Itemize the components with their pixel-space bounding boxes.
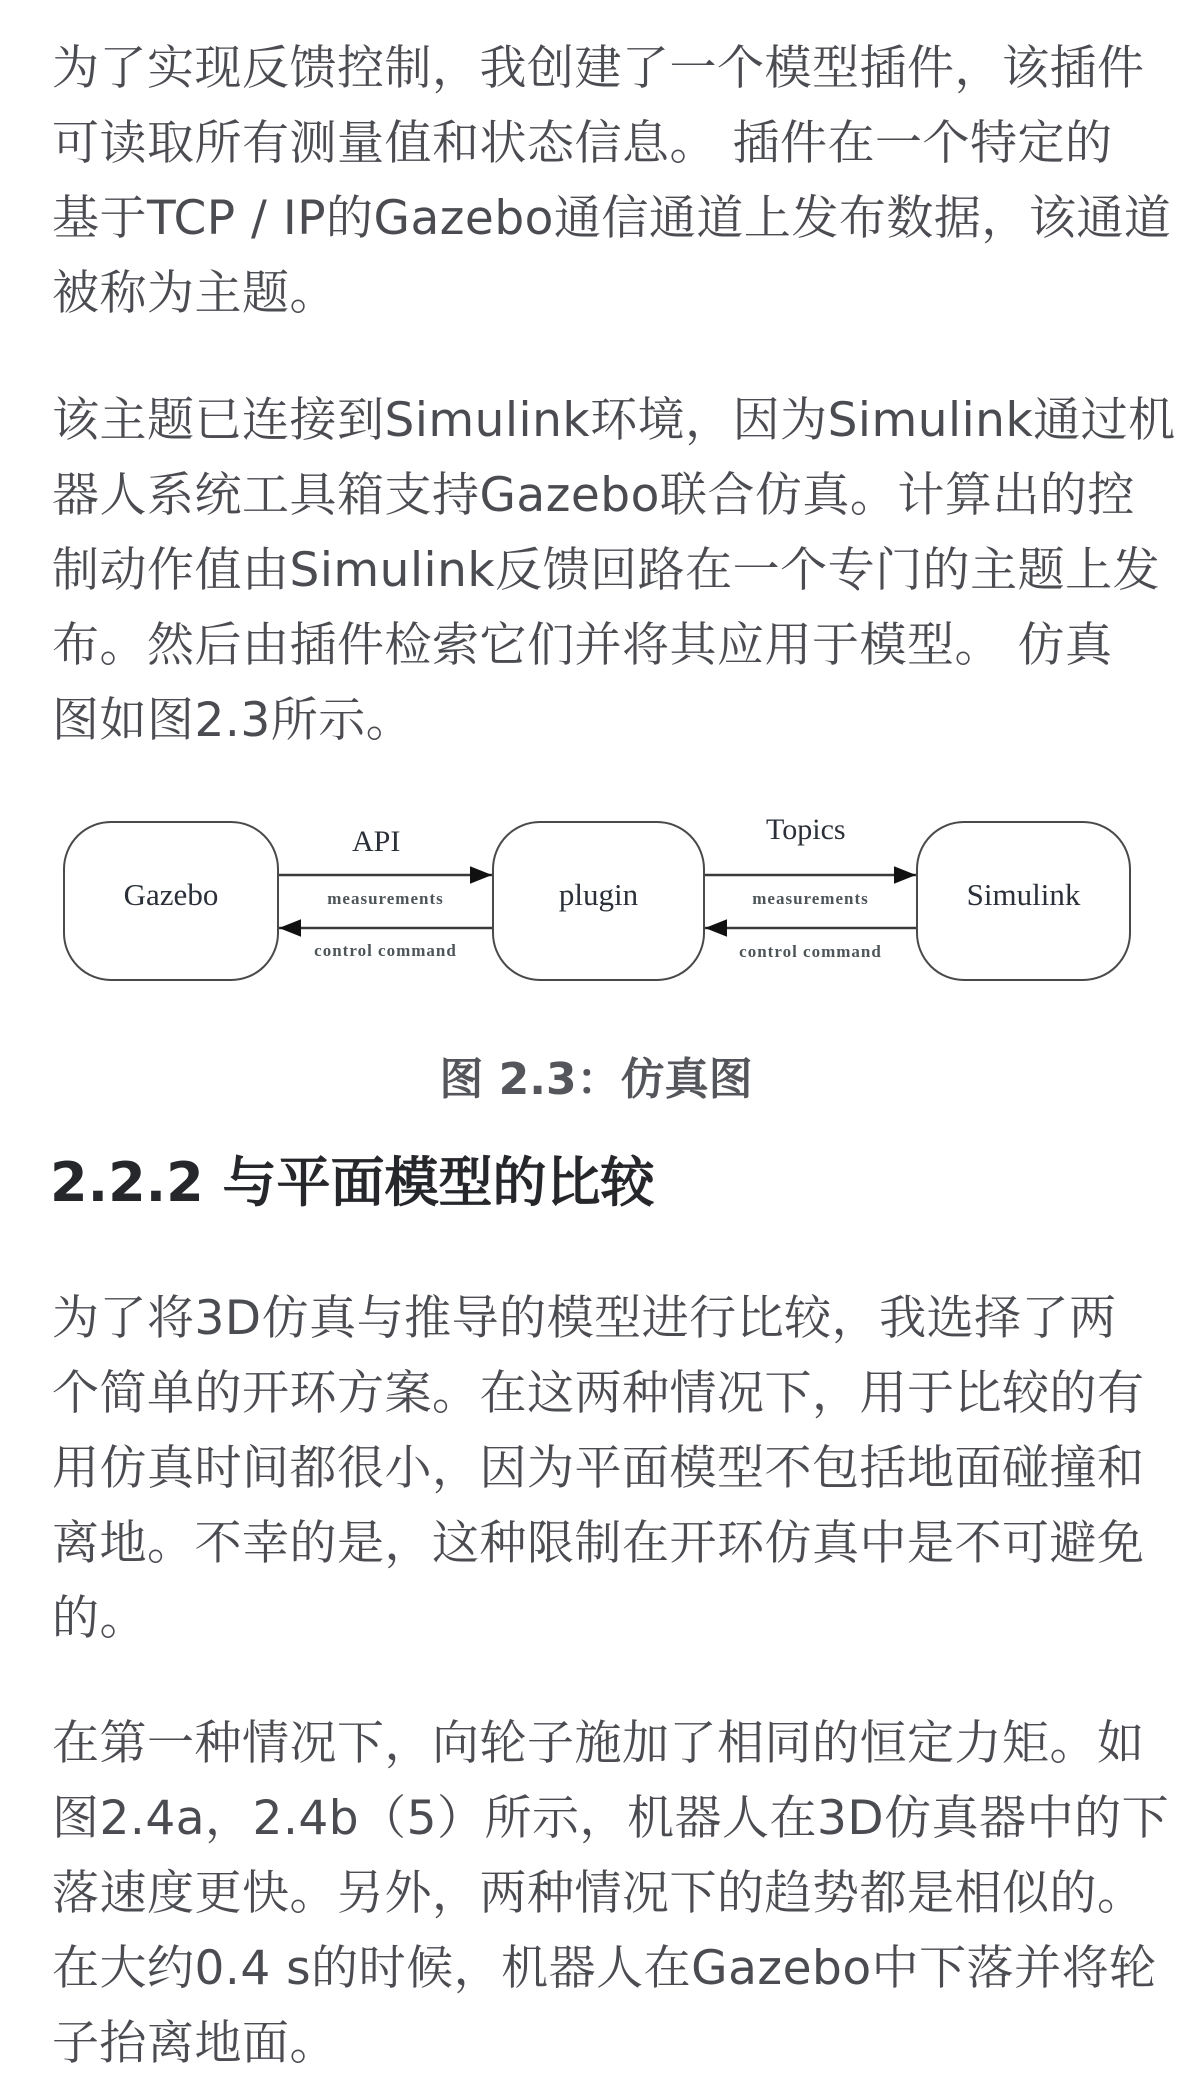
- edge-label-measurements: measurements: [752, 889, 869, 908]
- paragraph-line: 为了将3D仿真与推导的模型进行比较，我选择了两: [52, 1291, 1117, 1346]
- edge-label-control-command: control command: [314, 941, 457, 960]
- paragraph-line: 子抬离地面。: [52, 2016, 337, 2071]
- edge-label-control-command: control command: [739, 942, 882, 961]
- paragraph-simulink-connection: [52, 383, 1176, 758]
- edge-label-measurements: measurements: [327, 889, 444, 908]
- paragraph-line: 制动作值由Simulink反馈回路在一个专门的主题上发: [52, 543, 1161, 598]
- edge-title-api: API: [352, 825, 401, 858]
- paragraph-line: 离地。不幸的是，这种限制在开环仿真中是不可避免: [52, 1516, 1145, 1571]
- simulation-diagram: [0, 800, 1192, 1000]
- node-label: Gazebo: [123, 877, 219, 912]
- paragraph-comparison-intro: [52, 1281, 1162, 1656]
- paragraph-line: 图2.4a，2.4b（5）所示，机器人在3D仿真器中的下: [52, 1791, 1170, 1846]
- paragraph-line: 个简单的开环方案。在这两种情况下，用于比较的有: [52, 1366, 1145, 1421]
- node-simulink: [916, 821, 1131, 981]
- paragraph-line: 基于TCP / IP的Gazebo通信通道上发布数据，该通道: [52, 191, 1172, 246]
- node-gazebo: [63, 821, 279, 981]
- paragraph-line: 的。: [52, 1591, 147, 1646]
- edge-title-topics: Topics: [766, 813, 846, 846]
- node-label: plugin: [558, 877, 639, 912]
- paragraph-line: 用仿真时间都很小，因为平面模型不包括地面碰撞和: [52, 1441, 1145, 1496]
- paragraph-line: 图如图2.3所示。: [52, 693, 414, 748]
- paragraph-line: 落速度更快。另外，两种情况下的趋势都是相似的。: [52, 1866, 1145, 1921]
- section-heading: 2.2.2 与平面模型的比较: [50, 1151, 655, 1214]
- paragraph-first-case: [52, 1706, 1170, 2081]
- node-label: Simulink: [966, 877, 1081, 912]
- paragraph-line: 可读取所有测量值和状态信息。 插件在一个特定的: [52, 116, 1113, 171]
- paragraph-line: 器人系统工具箱支持Gazebo联合仿真。计算出的控: [52, 468, 1135, 523]
- figure-caption: 图 2.3：仿真图: [439, 1054, 753, 1105]
- node-plugin: [492, 821, 705, 981]
- paragraph-line: 被称为主题。: [52, 266, 337, 321]
- paragraph-line: 在大约0.4 s的时候，机器人在Gazebo中下落并将轮: [52, 1941, 1157, 1996]
- paragraph-plugin-feedback: [52, 31, 1172, 331]
- paragraph-line: 该主题已连接到Simulink环境，因为Simulink通过机: [52, 393, 1176, 448]
- paragraph-line: 为了实现反馈控制，我创建了一个模型插件，该插件: [52, 41, 1145, 96]
- paragraph-line: 在第一种情况下，向轮子施加了相同的恒定力矩。如: [52, 1716, 1145, 1771]
- paragraph-line: 布。然后由插件检索它们并将其应用于模型。 仿真: [52, 618, 1113, 673]
